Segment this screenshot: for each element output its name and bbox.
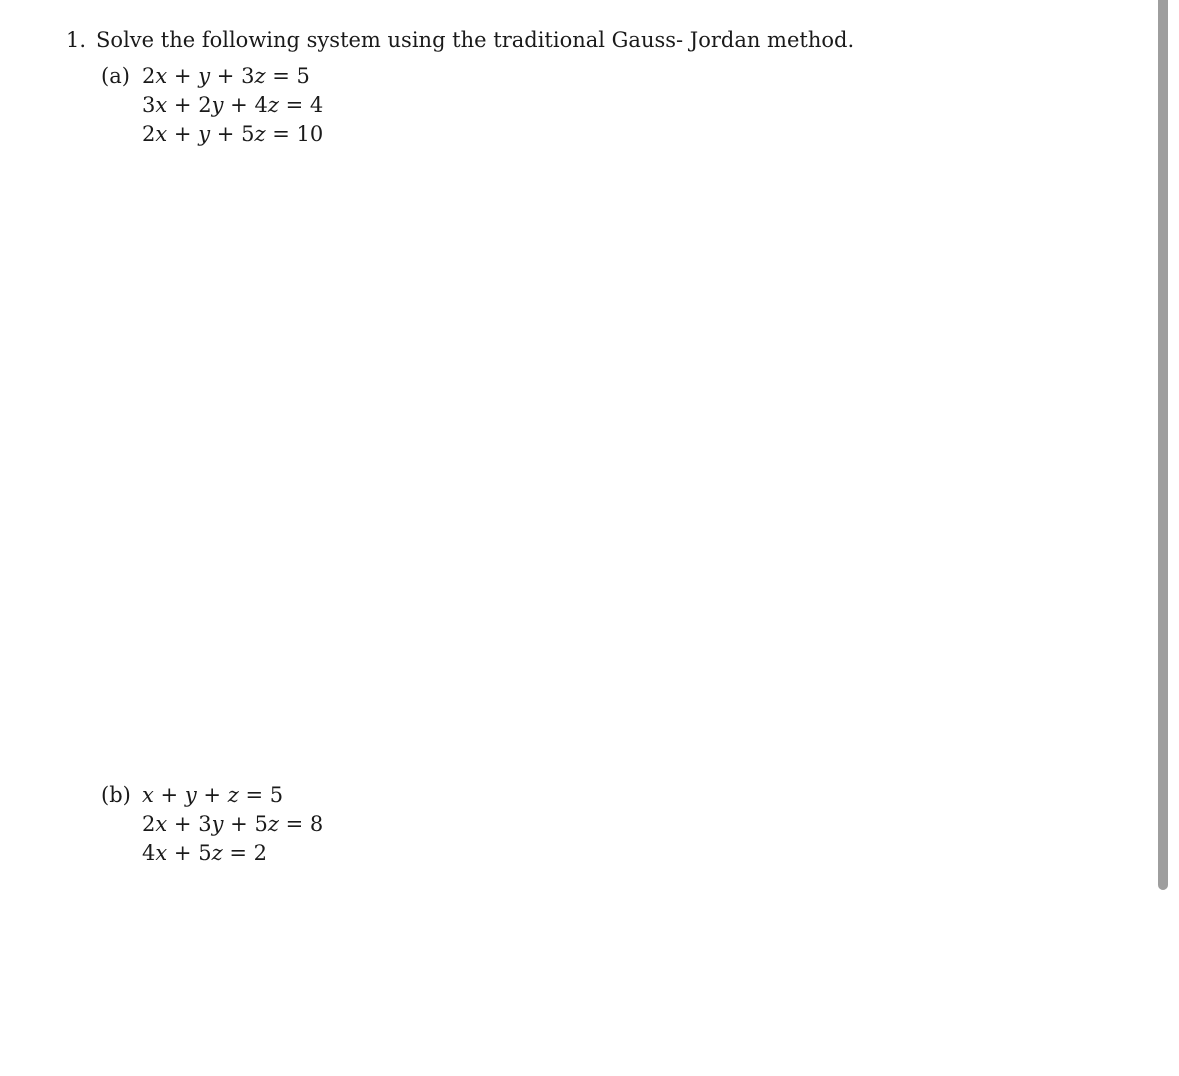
- equation: 2x + y + 5z = 10: [142, 122, 324, 146]
- scrollbar-thumb[interactable]: [1158, 0, 1168, 890]
- equation-system: [142, 781, 323, 868]
- equation-system: [142, 62, 323, 149]
- part-label: (b): [101, 783, 131, 807]
- equation: 2x + 3y + 5z = 8: [142, 812, 324, 836]
- problem-statement: [66, 26, 854, 54]
- equation: 4x + 5z = 2: [142, 841, 268, 865]
- problem-number: 1.: [66, 28, 87, 52]
- part-label: (a): [101, 64, 130, 88]
- equation: 3x + 2y + 4z = 4: [142, 93, 324, 117]
- scrollbar[interactable]: [1158, 0, 1168, 890]
- problem-text: Solve the following system using the traditional Gauss- Jordan method.: [96, 28, 855, 52]
- equation: x + y + z = 5: [142, 783, 284, 807]
- equation: 2x + y + 3z = 5: [142, 64, 310, 88]
